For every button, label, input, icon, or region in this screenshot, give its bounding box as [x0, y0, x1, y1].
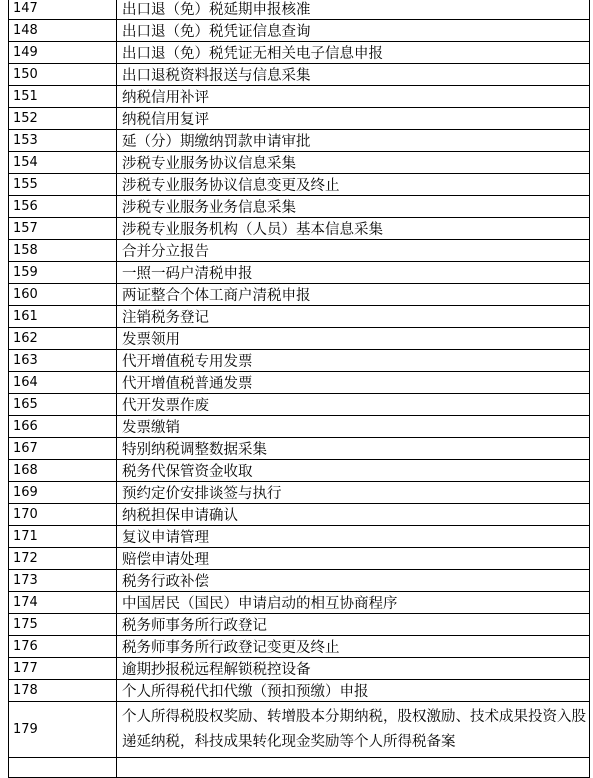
row-item-name: 出口退（免）税凭证无相关电子信息申报 [117, 42, 590, 64]
table-row [9, 658, 590, 680]
table-row [9, 526, 590, 548]
row-item-name: 两证整合个体工商户清税申报 [117, 284, 590, 306]
row-number: 160 [9, 284, 117, 306]
row-item-name: 代开增值税普通发票 [117, 372, 590, 394]
table-row [9, 284, 590, 306]
row-number: 168 [9, 460, 117, 482]
table-row [9, 592, 590, 614]
row-number: 163 [9, 350, 117, 372]
row-item-name: 逾期抄报税远程解锁税控设备 [117, 658, 590, 680]
table-row [9, 482, 590, 504]
table-row [9, 438, 590, 460]
table-row [9, 702, 590, 758]
table-row [9, 64, 590, 86]
row-number: 174 [9, 592, 117, 614]
table-row [9, 0, 590, 20]
row-item-name-empty [117, 758, 590, 778]
row-item-name: 注销税务登记 [117, 306, 590, 328]
row-item-name: 发票缴销 [117, 416, 590, 438]
table-row [9, 152, 590, 174]
row-item-name: 税务师事务所行政登记 [117, 614, 590, 636]
table-row [9, 416, 590, 438]
table-row [9, 20, 590, 42]
row-number: 179 [9, 702, 117, 758]
row-number: 149 [9, 42, 117, 64]
table-row [9, 350, 590, 372]
row-item-name: 出口退税资料报送与信息采集 [117, 64, 590, 86]
row-item-name: 涉税专业服务协议信息变更及终止 [117, 174, 590, 196]
table-row [9, 460, 590, 482]
table-row [9, 130, 590, 152]
row-number: 157 [9, 218, 117, 240]
row-number: 164 [9, 372, 117, 394]
row-number: 155 [9, 174, 117, 196]
row-number: 170 [9, 504, 117, 526]
row-number: 147 [9, 0, 117, 20]
row-number: 178 [9, 680, 117, 702]
row-item-name: 代开增值税专用发票 [117, 350, 590, 372]
row-item-name: 纳税信用补评 [117, 86, 590, 108]
row-number: 156 [9, 196, 117, 218]
row-number-empty [9, 758, 117, 778]
row-item-name: 税务代保管资金收取 [117, 460, 590, 482]
row-number: 158 [9, 240, 117, 262]
table-row [9, 306, 590, 328]
table-row [9, 218, 590, 240]
row-item-name: 预约定价安排谈签与执行 [117, 482, 590, 504]
row-item-name: 出口退（免）税延期申报核准 [117, 0, 590, 20]
row-number: 162 [9, 328, 117, 350]
table-row [9, 680, 590, 702]
row-number: 167 [9, 438, 117, 460]
row-number: 166 [9, 416, 117, 438]
row-item-name: 个人所得税代扣代缴（预扣预缴）申报 [117, 680, 590, 702]
table-row-partial [9, 758, 590, 778]
row-number: 161 [9, 306, 117, 328]
row-item-name: 涉税专业服务协议信息采集 [117, 152, 590, 174]
row-number: 154 [9, 152, 117, 174]
table-row [9, 240, 590, 262]
row-item-name: 特别纳税调整数据采集 [117, 438, 590, 460]
row-item-name: 发票领用 [117, 328, 590, 350]
row-item-name: 涉税专业服务机构（人员）基本信息采集 [117, 218, 590, 240]
table-row [9, 394, 590, 416]
row-item-name: 复议申请管理 [117, 526, 590, 548]
row-item-name: 出口退（免）税凭证信息查询 [117, 20, 590, 42]
row-number: 171 [9, 526, 117, 548]
table-row [9, 42, 590, 64]
table-row [9, 636, 590, 658]
row-item-name: 纳税信用复评 [117, 108, 590, 130]
row-item-name: 税务行政补偿 [117, 570, 590, 592]
table-row [9, 372, 590, 394]
table-row [9, 86, 590, 108]
table-row [9, 196, 590, 218]
row-number: 175 [9, 614, 117, 636]
row-number: 169 [9, 482, 117, 504]
table-row [9, 328, 590, 350]
table-row [9, 262, 590, 284]
row-item-name: 税务师事务所行政登记变更及终止 [117, 636, 590, 658]
row-number: 150 [9, 64, 117, 86]
row-item-name: 合并分立报告 [117, 240, 590, 262]
table-row [9, 570, 590, 592]
row-item-name: 中国居民（国民）申请启动的相互协商程序 [117, 592, 590, 614]
row-number: 151 [9, 86, 117, 108]
table-row [9, 108, 590, 130]
row-number: 148 [9, 20, 117, 42]
row-number: 172 [9, 548, 117, 570]
row-item-name: 赔偿申请处理 [117, 548, 590, 570]
row-item-name: 涉税专业服务业务信息采集 [117, 196, 590, 218]
table-row [9, 548, 590, 570]
row-number: 177 [9, 658, 117, 680]
table-row [9, 174, 590, 196]
row-item-name: 纳税担保申请确认 [117, 504, 590, 526]
row-number: 173 [9, 570, 117, 592]
row-number: 153 [9, 130, 117, 152]
row-number: 152 [9, 108, 117, 130]
table-row [9, 614, 590, 636]
row-number: 165 [9, 394, 117, 416]
row-number: 176 [9, 636, 117, 658]
table-row [9, 504, 590, 526]
row-item-name: 个人所得税股权奖励、转增股本分期纳税，股权激励、技术成果投资入股递延纳税，科技成果转化现金奖励等个人所得税备案 [117, 702, 590, 758]
table-body [9, 0, 590, 778]
row-item-name: 一照一码户清税申报 [117, 262, 590, 284]
tax-items-table [8, 0, 590, 778]
row-item-name: 延（分）期缴纳罚款申请审批 [117, 130, 590, 152]
row-number: 159 [9, 262, 117, 284]
row-item-name: 代开发票作废 [117, 394, 590, 416]
